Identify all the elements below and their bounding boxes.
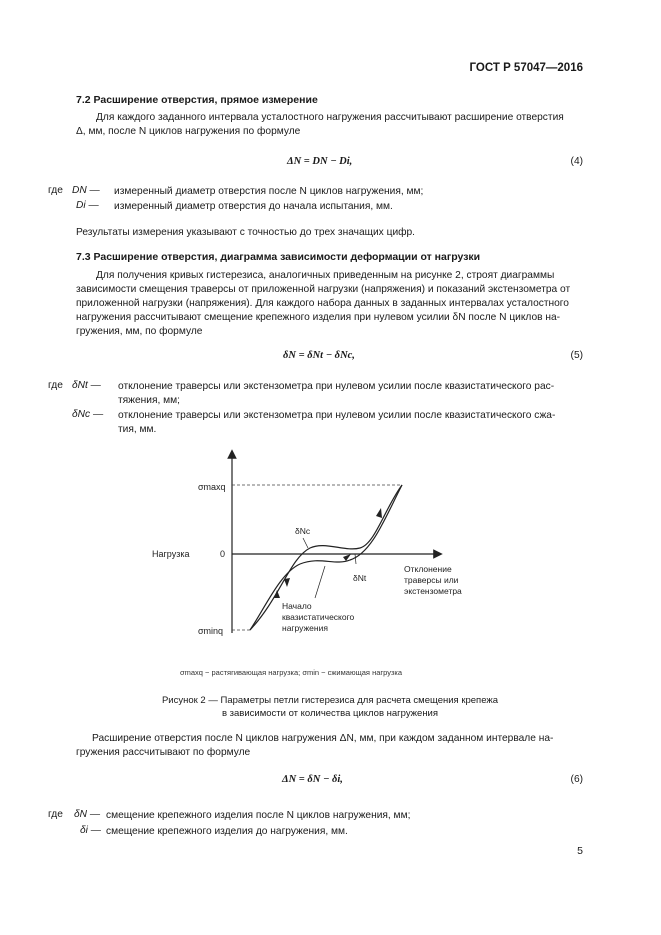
direction-arrow [274, 590, 280, 598]
zero-label: 0 [220, 549, 226, 559]
paragraph-line: нагружения рассчитывают смещение крепежного изделия при нулевом усилии δN после N циклов на- [76, 312, 561, 323]
start-label: нагружения [282, 623, 328, 633]
x-axis-label: экстензометра [404, 586, 462, 596]
start-leader [315, 566, 325, 598]
definition-symbol: δNt — [72, 380, 101, 391]
definition-symbol: δNc — [72, 409, 104, 420]
loop-upper-branch [250, 485, 402, 630]
document-header: ГОСТ Р 57047—2016 [469, 62, 583, 74]
load-label: Нагрузка [152, 549, 190, 559]
paragraph-line: Для получения кривых гистерезиса, аналогичных приведенным на рисунке 2, строят диаграммы [96, 270, 555, 281]
definition-symbol: Di — [76, 200, 99, 211]
paragraph-line: гружения рассчитывают по формуле [76, 747, 251, 758]
sigma-max-label: σmaxq [198, 482, 226, 492]
start-label: Начало [282, 601, 312, 611]
definition-symbol: δN — [74, 809, 101, 820]
formula-number-4: (4) [570, 156, 583, 167]
paragraph-line: гружения, мм, по формуле [76, 326, 203, 337]
definition-symbol: δi — [80, 825, 101, 836]
figure-caption: Рисунок 2 — Параметры петли гистерезиса для расчета смещения крепежа [161, 695, 499, 706]
where-label: где [48, 185, 63, 196]
direction-arrow [284, 578, 290, 587]
start-label: квазистатического [282, 612, 355, 622]
delta-nc-label: δNc [295, 526, 311, 536]
x-axis-label: Отклонение [404, 564, 452, 574]
direction-arrow [376, 508, 382, 518]
definition-text: измеренный диаметр отверстия до начала испытания, мм. [114, 201, 393, 212]
definition-symbol: DN — [72, 185, 100, 196]
paragraph-line: приложенной нагрузки (напряжения). Для каждого набора данных в заданных интервалах усталостного [76, 298, 569, 309]
paragraph-line: Расширение отверстия после N циклов нагружения ΔN, мм, при каждом заданном интервале на- [92, 733, 554, 744]
formula-number-5: (5) [570, 350, 583, 361]
formula-5: δN = δNt − δNc, [283, 350, 355, 361]
hysteresis-diagram [150, 448, 490, 640]
where-label: где [48, 809, 63, 820]
definition-text: смещение крепежного изделия до нагружения, мм. [106, 826, 348, 837]
section-heading-7-3: 7.3 Расширение отверстия, диаграмма зависимости деформации от нагрузки [76, 251, 481, 263]
paragraph-line: Δ, мм, после N циклов нагружения по формуле [76, 126, 301, 137]
definition-text: отклонение траверсы или экстензометра при нулевом усилии после квазистатического сжа- [118, 410, 556, 421]
paragraph-line: Для каждого заданного интервала усталостного нагружения рассчитывают расширение отверстия [96, 112, 564, 123]
definition-text: смещение крепежного изделия после N циклов нагружения, мм; [106, 810, 411, 821]
section-heading-7-2: 7.2 Расширение отверстия, прямое измерение [76, 94, 318, 106]
figure-legend: σmaxq − растягивающая нагрузка; σmin − сжимающая нагрузка [180, 668, 403, 677]
definition-text: измеренный диаметр отверстия после N циклов нагружения, мм; [114, 186, 424, 197]
delta-nt-leader [355, 554, 356, 564]
formula-number-6: (6) [570, 774, 583, 785]
formula-6: ΔN = δN − δi, [282, 774, 343, 785]
page-number: 5 [577, 845, 583, 857]
delta-nt-label: δNt [353, 573, 367, 583]
delta-nc-leader [303, 538, 308, 548]
sigma-min-label: σminq [198, 626, 224, 636]
result-note: Результаты измерения указывают с точностью до трех значащих цифр. [76, 227, 416, 238]
paragraph-line: зависимости смещения траверсы от приложенной нагрузки (напряжения) и показаний экстензометра от [76, 284, 571, 295]
loop-lower-branch [250, 485, 402, 630]
definition-text: тяжения, мм; [118, 395, 180, 406]
figure-caption: в зависимости от количества циклов нагружения [221, 708, 439, 719]
where-label: где [48, 380, 63, 391]
definition-text: тия, мм. [118, 424, 157, 435]
x-axis-label: траверсы или [404, 575, 459, 585]
formula-4: ΔN = DN − Di, [287, 156, 353, 167]
definition-text: отклонение траверсы или экстензометра при нулевом усилии после квазистатического рас- [118, 381, 555, 392]
